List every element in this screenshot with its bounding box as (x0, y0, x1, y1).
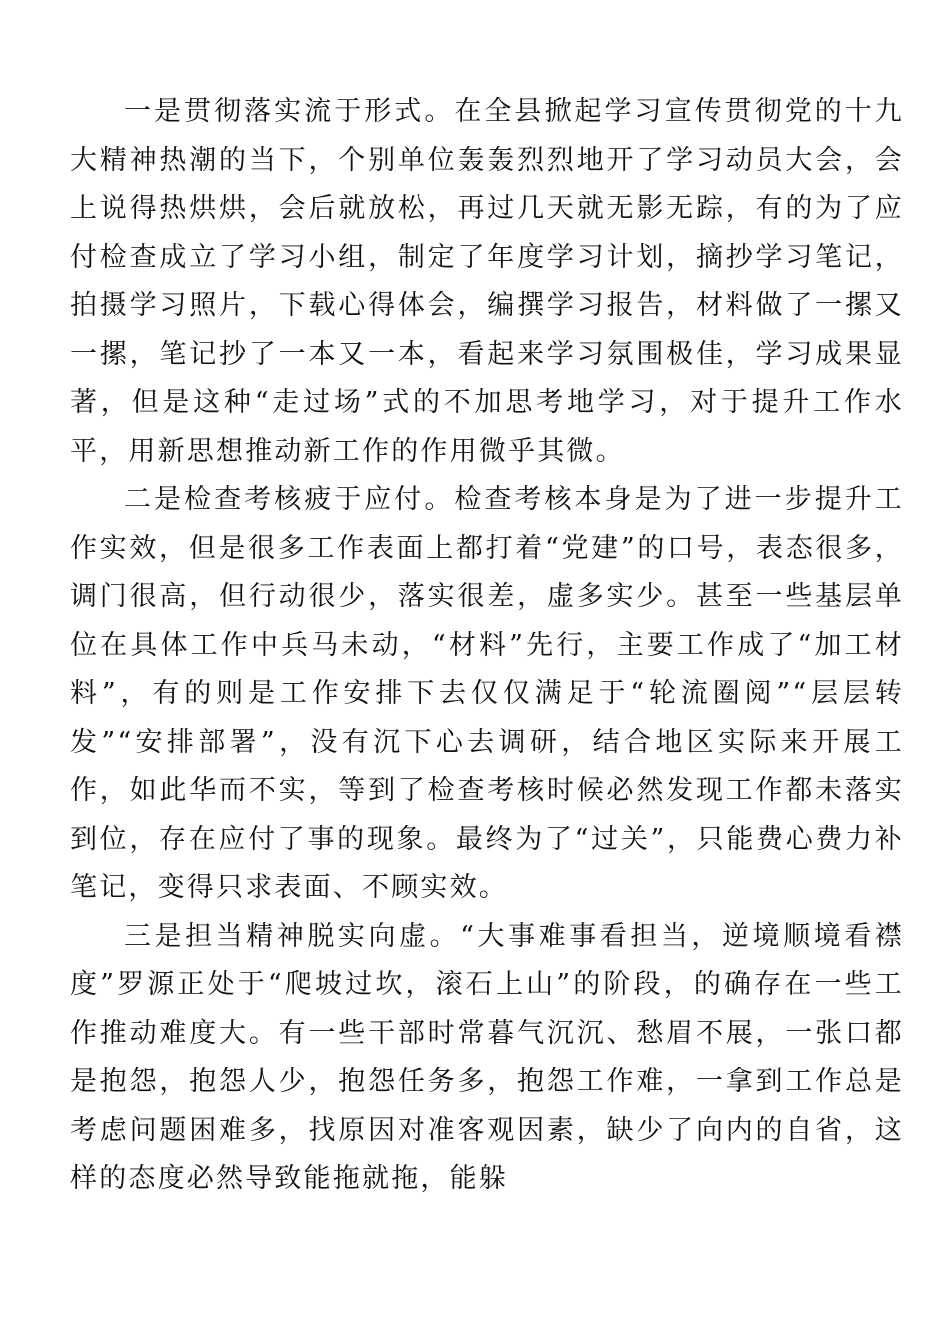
paragraph-implementation: 一是贯彻落实流于形式。在全县掀起学习宣传贯彻党的十九大精神热潮的当下，个别单位轰轰烈烈地开了学习动员大会，会上说得热烘烘，会后就放松，再过几天就无影无踪，有的为了应付检查成立了学习小组，制定了年度学习计划，摘抄学习笔记，拍摄学习照片，下载心得体会，编撰学习报告，材料做了一摞又一摞，笔记抄了一本又一本，看起来学习氛围极佳，学习成果显著，但是这种“走过场”式的不加思考地学习，对于提升工作水平，用新思想推动新工作的作用微乎其微。 (70, 96, 904, 467)
paragraph-responsibility: 三是担当精神脱实向虚。“大事难事看担当，逆境顺境看襟度”罗源正处于“爬坡过坎，滚石上山”的阶段，的确存在一些工作推动难度大。有一些干部时常暮气沉沉、愁眉不展，一张口都是抱怨，抱怨人少，抱怨任务多，抱怨工作难，一拿到工作总是考虑问题困难多，找原因对准客观因素，缺少了向内的自省，这样的态度必然导致能拖就拖，能躲 (70, 920, 904, 1194)
paragraph-inspection: 二是检查考核疲于应付。检查考核本身是为了进一步提升工作实效，但是很多工作表面上都打着“党建”的口号，表态很多，调门很高，但行动很少，落实很差，虚多实少。甚至一些基层单位在具体工作中兵马未动，“材料”先行，主要工作成了“加工材料”，有的则是工作安排下去仅仅满足于“轮流圈阅”“层层转发”“安排部署”，没有沉下心去调研，结合地区实际来开展工作，如此华而不实，等到了检查考核时候必然发现工作都未落实到位，存在应付了事的现象。最终为了“过关”，只能费心费力补笔记，变得只求表面、不顾实效。 (70, 484, 904, 903)
document-body (70, 88, 904, 1204)
